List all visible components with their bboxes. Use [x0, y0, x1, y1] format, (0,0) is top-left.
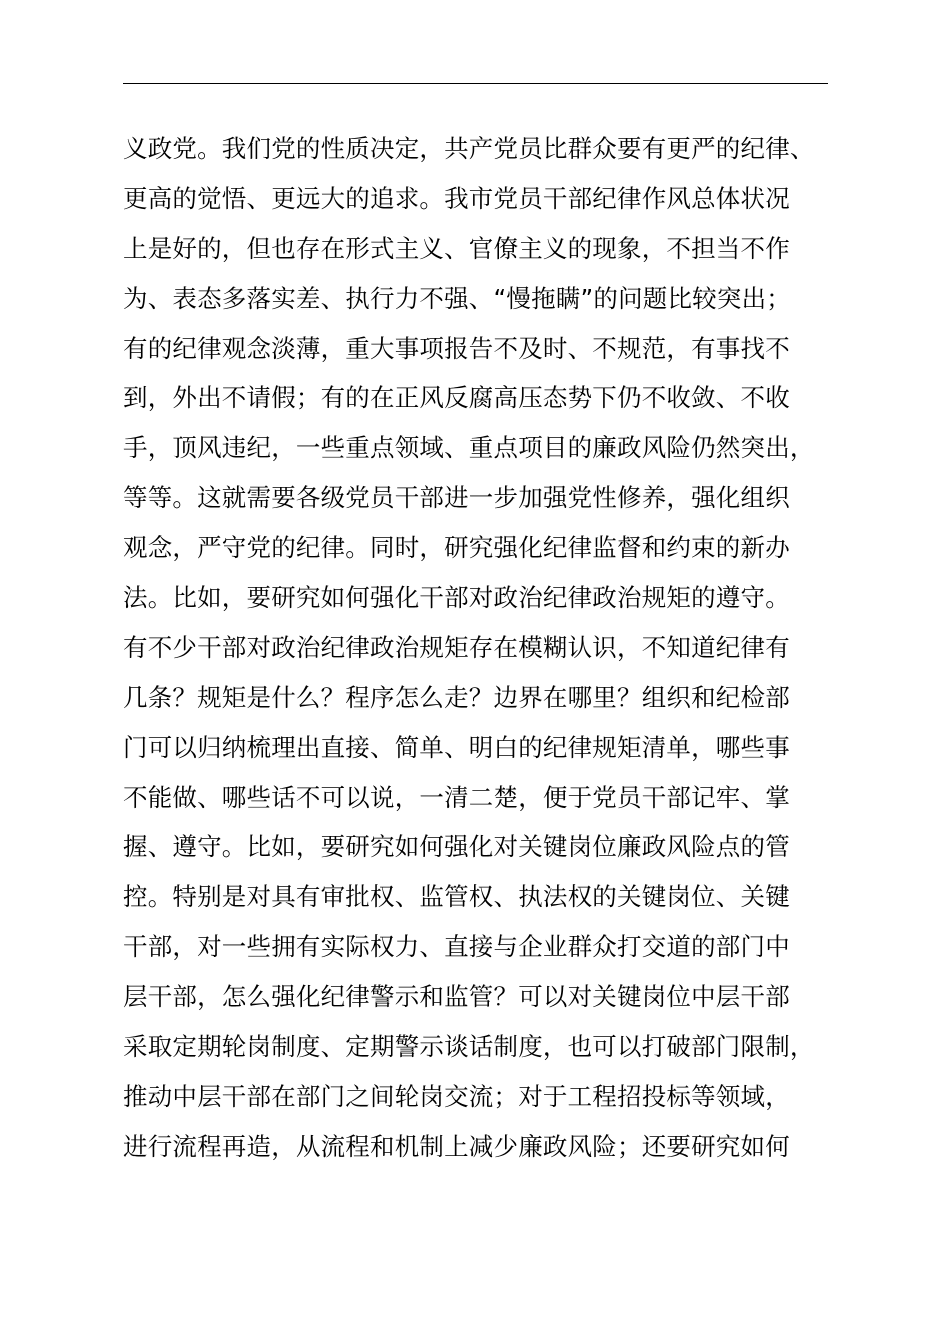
text-line: 法。比如，要研究如何强化干部对政治纪律政治规矩的遵守。: [123, 583, 790, 613]
text-line: 层干部，怎么强化纪律警示和监管？可以对关键岗位中层干部: [123, 982, 790, 1012]
text-line: 到，外出不请假；有的在正风反腐高压态势下仍不收敛、不收: [123, 383, 790, 413]
body-text: [123, 124, 863, 1172]
text-line: 有的纪律观念淡薄，重大事项报告不及时、不规范，有事找不: [123, 333, 790, 363]
text-line: 等等。这就需要各级党员干部进一步加强党性修养，强化组织: [123, 483, 790, 513]
text-line: 门可以归纳梳理出直接、简单、明白的纪律规矩清单，哪些事: [123, 732, 790, 762]
text-line: 上是好的，但也存在形式主义、官僚主义的现象，不担当不作: [123, 233, 790, 263]
text-line: 进行流程再造，从流程和机制上减少廉政风险；还要研究如何: [123, 1131, 790, 1161]
text-line: 手，顶风违纪，一些重点领域、重点项目的廉政风险仍然突出，: [123, 433, 815, 463]
text-line: 义政党。我们党的性质决定，共产党员比群众要有更严的纪律、: [123, 134, 815, 163]
text-line: 干部，对一些拥有实际权力、直接与企业群众打交道的部门中: [123, 932, 790, 962]
text-line: 不能做、哪些话不可以说，一清二楚，便于党员干部记牢、掌: [123, 782, 790, 812]
text-line: 控。特别是对具有审批权、监管权、执法权的关键岗位、关键: [123, 882, 790, 912]
text-line: 为、表态多落实差、执行力不强、“慢拖瞒”的问题比较突出；: [123, 283, 791, 313]
text-line: 推动中层干部在部门之间轮岗交流；对于工程招投标等领域，: [123, 1081, 790, 1111]
text-line: 观念，严守党的纪律。同时，研究强化纪律监督和约束的新办: [123, 533, 790, 563]
text-line: 有不少干部对政治纪律政治规矩存在模糊认识，不知道纪律有: [123, 632, 790, 662]
header-rule: [123, 83, 828, 84]
text-line: 更高的觉悟、更远大的追求。我市党员干部纪律作风总体状况: [123, 183, 790, 213]
text-line: 握、遵守。比如，要研究如何强化对关键岗位廉政风险点的管: [123, 832, 790, 862]
text-line: 采取定期轮岗制度、定期警示谈话制度，也可以打破部门限制，: [123, 1032, 815, 1062]
text-line: 几条？规矩是什么？程序怎么走？边界在哪里？组织和纪检部: [123, 682, 790, 712]
